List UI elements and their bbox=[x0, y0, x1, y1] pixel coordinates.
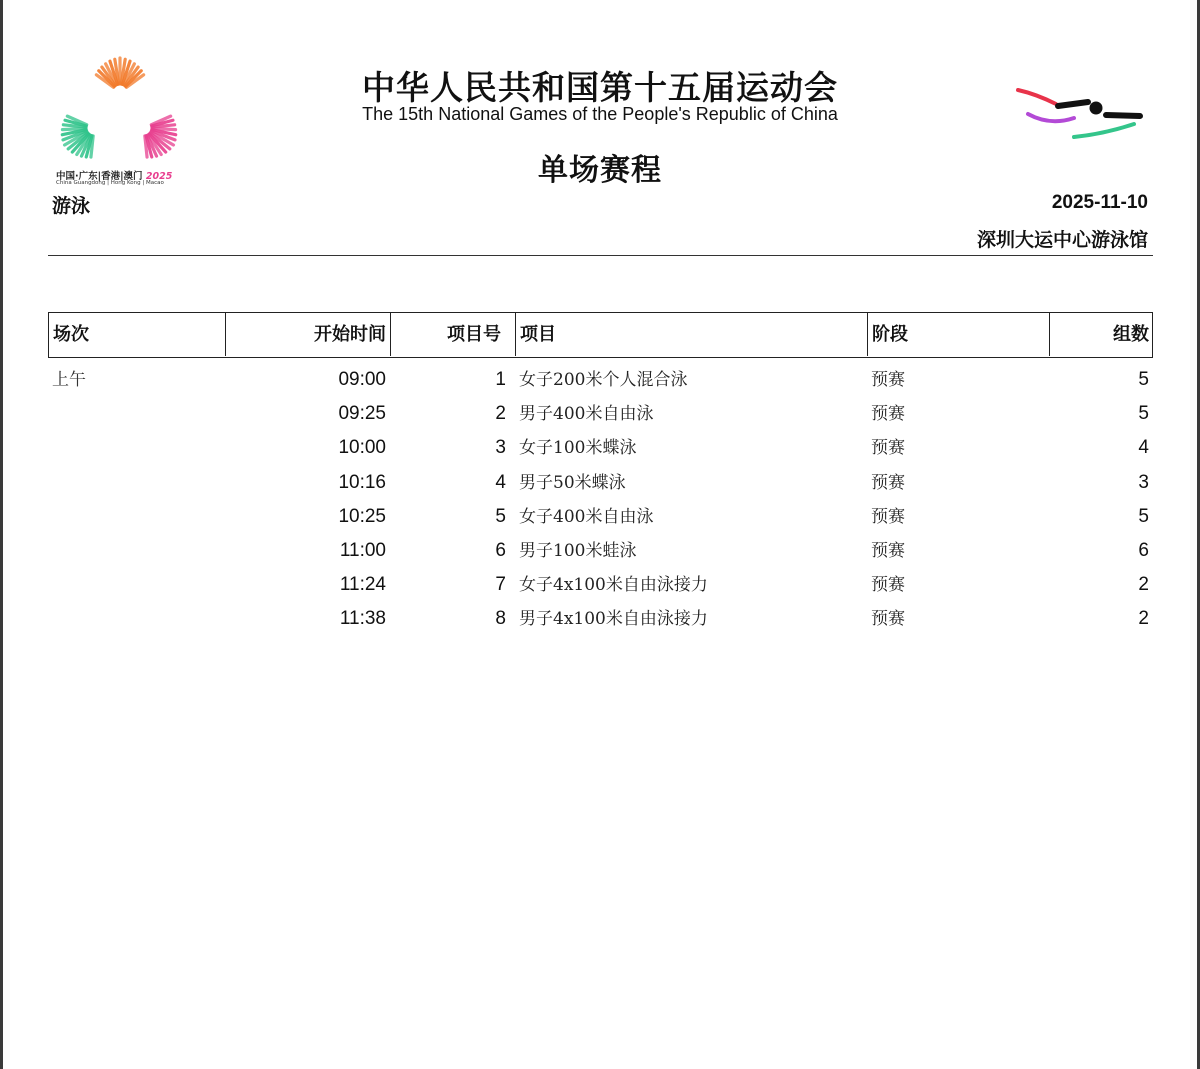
start-time-cell: 11:24 bbox=[339, 574, 386, 596]
column-header-groups: 组数 bbox=[1049, 313, 1151, 356]
event-name-cell: 男子100米蛙泳 bbox=[519, 541, 637, 561]
event-no-cell: 7 bbox=[495, 574, 506, 596]
group-count-cell: 5 bbox=[1138, 369, 1149, 390]
event-name-cell: 男子400米自由泳 bbox=[519, 404, 654, 425]
column-header-event: 项目 bbox=[515, 313, 867, 356]
stage-cell: 预赛 bbox=[871, 609, 905, 630]
games-title-en: The 15th National Games of the People's Republic of China bbox=[362, 104, 838, 124]
event-no-cell: 8 bbox=[495, 608, 506, 630]
start-time-cell: 09:00 bbox=[338, 369, 386, 390]
stage-cell: 预赛 bbox=[871, 575, 905, 596]
event-no-cell: 3 bbox=[495, 437, 506, 459]
games-title-cn: 中华人民共和国第十五届运动会 bbox=[362, 68, 838, 107]
event-no-cell: 6 bbox=[495, 540, 506, 561]
session-label: 上午 bbox=[52, 370, 86, 390]
sport-name: 游泳 bbox=[52, 195, 91, 217]
swimming-pictogram-icon bbox=[1014, 82, 1146, 148]
column-header-session: 场次 bbox=[53, 324, 89, 345]
start-time-cell: 10:25 bbox=[338, 505, 386, 527]
schedule-table-header bbox=[48, 312, 1153, 358]
group-count-cell: 2 bbox=[1138, 574, 1149, 596]
start-time-cell: 10:16 bbox=[338, 471, 386, 493]
start-time-cell: 11:00 bbox=[339, 540, 386, 561]
schedule-date: 2025-11-10 bbox=[1051, 192, 1148, 213]
column-header-start-time: 开始时间 bbox=[225, 313, 390, 356]
group-count-cell: 5 bbox=[1138, 403, 1149, 425]
stage-cell: 预赛 bbox=[871, 506, 905, 527]
stage-cell: 预赛 bbox=[871, 541, 905, 561]
emblem-caption-region: 中国·广东|香港|澳门 bbox=[56, 171, 143, 182]
start-time-cell: 09:25 bbox=[338, 403, 386, 425]
doc-title: 单场赛程 bbox=[538, 153, 662, 188]
stage-cell: 预赛 bbox=[871, 438, 905, 459]
emblem-caption-en: China Guangdong | Hong Kong | Macao bbox=[56, 180, 164, 186]
event-no-cell: 5 bbox=[495, 505, 506, 527]
event-no-cell: 4 bbox=[495, 471, 506, 493]
start-time-cell: 11:38 bbox=[339, 608, 386, 630]
stage-cell: 预赛 bbox=[871, 472, 905, 493]
header-divider bbox=[48, 255, 1153, 256]
emblem-caption-year: 2025 bbox=[145, 171, 173, 182]
stage-cell: 预赛 bbox=[871, 370, 905, 390]
group-count-cell: 5 bbox=[1138, 505, 1149, 527]
event-no-cell: 2 bbox=[495, 403, 506, 425]
column-header-event-no: 项目号 bbox=[390, 313, 515, 356]
event-name-cell: 男子50米蝶泳 bbox=[519, 472, 626, 493]
column-header-stage: 阶段 bbox=[867, 313, 1049, 356]
group-count-cell: 6 bbox=[1138, 540, 1149, 561]
stage-cell: 预赛 bbox=[871, 404, 905, 425]
group-count-cell: 2 bbox=[1138, 608, 1149, 630]
page-edge-left bbox=[0, 0, 3, 1069]
event-name-cell: 女子4x100米自由泳接力 bbox=[519, 575, 708, 596]
event-no-cell: 1 bbox=[495, 369, 506, 390]
event-name-cell: 女子400米自由泳 bbox=[519, 506, 654, 527]
group-count-cell: 3 bbox=[1138, 471, 1149, 493]
venue-name: 深圳大运中心游泳馆 bbox=[976, 229, 1148, 251]
event-name-cell: 女子100米蝶泳 bbox=[519, 438, 637, 459]
start-time-cell: 10:00 bbox=[338, 437, 386, 459]
group-count-cell: 4 bbox=[1138, 437, 1149, 459]
event-name-cell: 女子200米个人混合泳 bbox=[519, 370, 688, 390]
event-name-cell: 男子4x100米自由泳接力 bbox=[519, 609, 708, 630]
